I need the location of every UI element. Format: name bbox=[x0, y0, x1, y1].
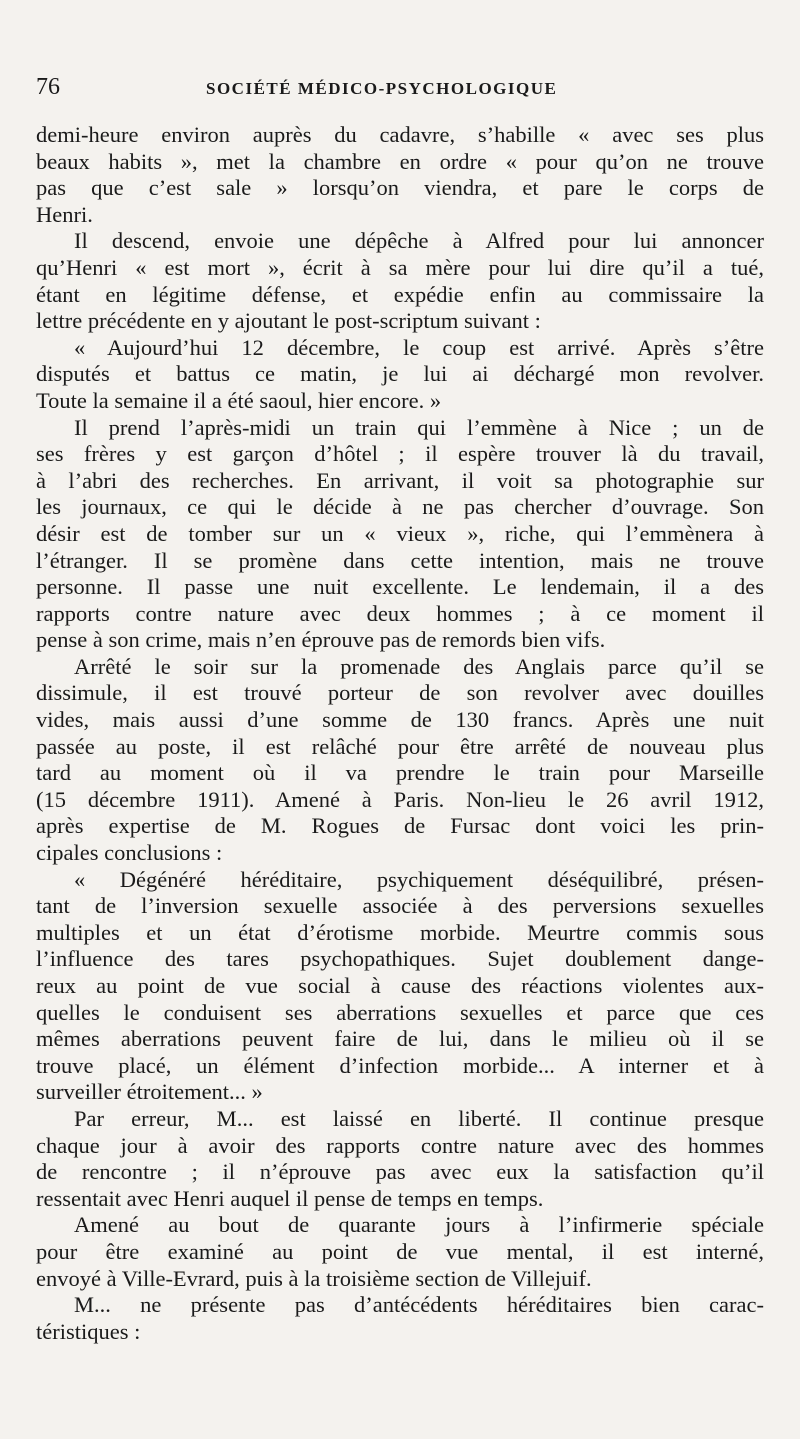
text-line: Il descend, envoie une dépêche à Alfred pour lui annoncer bbox=[74, 228, 764, 254]
text-line: « Dégénéré héréditaire, psychiquement déséquilibré, présen- bbox=[74, 866, 764, 892]
text-line: ses frères y est garçon d’hôtel ; il espère trouver là du travail, bbox=[36, 441, 764, 467]
text-line: disputés et battus ce matin, je lui ai déchargé mon revolver. bbox=[36, 361, 764, 387]
text-line: mêmes aberrations peuvent faire de lui, dans le milieu où il se bbox=[36, 1026, 764, 1052]
text-line: reux au point de vue social à cause des réactions violentes aux- bbox=[36, 973, 764, 998]
text-line: trouve placé, un élément d’infection morbide... A interner et à bbox=[36, 1052, 764, 1078]
text-line: (15 décembre 1911). Amené à Paris. Non-lieu le 26 avril 1912, bbox=[36, 786, 764, 812]
text-line: les journaux, ce qui le décide à ne pas chercher d’ouvrage. Son bbox=[36, 494, 764, 520]
journal-title: SOCIÉTÉ MÉDICO-PSYCHOLOGIQUE bbox=[206, 79, 558, 98]
text-line: après expertise de M. Rogues de Fursac dont voici les prin- bbox=[36, 813, 764, 839]
text-line: Arrêté le soir sur la promenade des Anglais parce qu’il se bbox=[74, 653, 764, 679]
text-line: « Aujourd’hui 12 décembre, le coup est arrivé. Après s’être bbox=[74, 334, 764, 360]
text-line: à l’abri des recherches. En arrivant, il voit sa photographie sur bbox=[36, 467, 764, 493]
text-line: Il prend l’après-midi un train qui l’emmène à Nice ; un de bbox=[74, 414, 764, 440]
page-number: 76 bbox=[36, 74, 60, 100]
text-line: de rencontre ; il n’éprouve pas avec eux la satisfaction qu’il bbox=[36, 1159, 764, 1185]
text-line: Toute la semaine il a été saoul, hier encore. » bbox=[36, 387, 442, 413]
text-line: l’influence des tares psychopathiques. Sujet doublement dange- bbox=[36, 946, 764, 972]
text-line: chaque jour à avoir des rapports contre nature avec des hommes bbox=[36, 1132, 764, 1158]
text-line: dissimule, il est trouvé porteur de son revolver avec douilles bbox=[36, 680, 764, 706]
text-line: lettre précédente en y ajoutant le post-scriptum suivant : bbox=[36, 308, 541, 334]
text-line: tard au moment où il va prendre le train pour Marseille bbox=[36, 760, 764, 786]
text-line: vides, mais aussi d’une somme de 130 francs. Après une nuit bbox=[36, 707, 764, 733]
text-line: étant en légitime défense, et expédie enfin au commissaire la bbox=[36, 281, 764, 307]
text-line: désir est de tomber sur un « vieux », riche, qui l’emmènera à bbox=[36, 520, 764, 546]
text-line: envoyé à Ville-Evrard, puis à la troisième section de Villejuif. bbox=[36, 1265, 592, 1291]
text-line: Par erreur, M... est laissé en liberté. Il continue presque bbox=[74, 1105, 764, 1131]
text-line: téristiques : bbox=[36, 1318, 141, 1344]
text-line: pour être examiné au point de vue mental, il est interné, bbox=[36, 1238, 764, 1264]
text-line: pas que c’est sale » lorsqu’on viendra, et pare le corps de bbox=[36, 175, 764, 201]
text-line: passée au poste, il est relâché pour être arrêté de nouveau plus bbox=[36, 733, 764, 759]
text-line: beaux habits », met la chambre en ordre « pour qu’on ne trouve bbox=[36, 148, 764, 174]
text-line: l’étranger. Il se promène dans cette intention, mais ne trouve bbox=[36, 547, 764, 573]
text-line: Henri. bbox=[36, 201, 93, 227]
text-line: demi-heure environ auprès du cadavre, s’habille « avec ses plus bbox=[36, 122, 764, 147]
text-line: rapports contre nature avec deux hommes ; à ce moment il bbox=[36, 600, 764, 626]
text-line: cipales conclusions : bbox=[36, 840, 223, 866]
text-line: tant de l’inversion sexuelle associée à des perversions sexuelles bbox=[36, 893, 764, 919]
text-line: multiples et un état d’érotisme morbide. Meurtre commis sous bbox=[36, 919, 764, 945]
text-line: quelles le conduisent ses aberrations sexuelles et parce que ces bbox=[36, 999, 764, 1025]
running-head bbox=[36, 74, 764, 114]
text-line: ressentait avec Henri auquel il pense de temps en temps. bbox=[36, 1185, 544, 1211]
text-line: Amené au bout de quarante jours à l’infirmerie spéciale bbox=[74, 1212, 764, 1238]
text-line: pense à son crime, mais n’en éprouve pas de remords bien vifs. bbox=[36, 627, 606, 653]
body-text bbox=[36, 122, 764, 1345]
text-line: qu’Henri « est mort », écrit à sa mère pour lui dire qu’il a tué, bbox=[36, 254, 764, 280]
text-line: M... ne présente pas d’antécédents héréditaires bien carac- bbox=[74, 1292, 764, 1318]
text-line: personne. Il passe une nuit excellente. Le lendemain, il a des bbox=[36, 574, 764, 600]
text-line: surveiller étroitement... » bbox=[36, 1079, 263, 1105]
